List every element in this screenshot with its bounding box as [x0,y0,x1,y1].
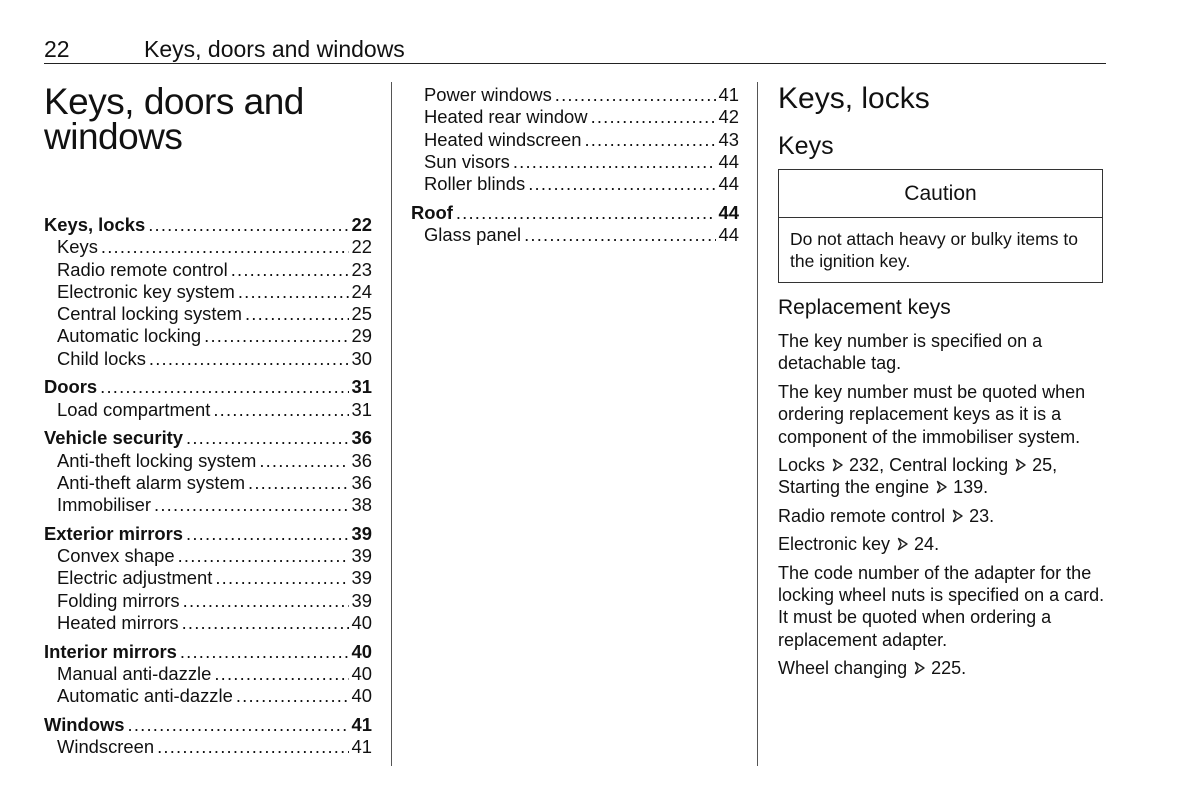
toc-entry-label: Sun visors [424,150,510,172]
page-reference-arrow-icon [830,458,844,472]
toc-entry-label: Anti-theft locking system [57,449,257,471]
toc-leader-dots [128,714,349,736]
toc-leader-dots [456,202,716,224]
toc-entry[interactable] [44,663,372,685]
body-paragraph [778,381,1108,448]
toc-leader-dots [231,259,349,281]
toc-entry-label: Interior mirrors [44,640,177,662]
page-reference[interactable] [950,506,994,526]
body-paragraph [778,505,1108,527]
toc-leader-dots [248,472,348,494]
toc-entry[interactable] [44,590,372,612]
toc-leader-dots [183,590,349,612]
toc-entry-label: Windscreen [57,736,155,758]
toc-entry[interactable] [44,523,372,545]
toc-entry-page: 43 [718,128,739,150]
toc-entry[interactable] [44,567,372,589]
toc-leader-dots [528,173,715,195]
page-reference[interactable] [830,455,889,475]
toc-leader-dots [584,129,715,151]
toc-entry-label: Vehicle security [44,427,184,449]
page-reference-arrow-icon [950,509,964,523]
page-reference[interactable] [1013,455,1057,475]
column-divider-left [391,82,392,766]
toc-entry[interactable] [44,472,372,494]
section-subtitle: Keys [778,132,834,160]
toc-leader-dots [213,399,348,421]
toc-entry-page: 38 [351,494,372,516]
toc-entry[interactable] [411,151,739,173]
page-reference-number: 225. [926,658,967,679]
toc-leader-dots [178,545,349,567]
body-paragraph [778,454,1108,499]
toc-column-2 [411,84,739,246]
toc-entry-label: Manual anti-dazzle [57,662,212,684]
toc-entry-label: Central locking system [57,303,242,325]
toc-entry[interactable] [44,281,372,303]
toc-entry-label: Folding mirrors [57,589,180,611]
page-reference-arrow-icon [934,480,948,494]
page-reference-number: 139. [948,477,989,498]
toc-leader-dots [513,151,716,173]
toc-entry-label: Electronic key system [57,280,235,302]
toc-entry[interactable] [411,224,739,246]
toc-entry-page: 44 [718,150,739,172]
toc-entry[interactable] [44,236,372,258]
toc-entry-label: Heated rear window [424,106,588,128]
toc-entry-page: 39 [351,545,372,567]
toc-entry-label: Doors [44,376,98,398]
toc-entry-label: Glass panel [424,224,522,246]
toc-column-1 [44,214,372,758]
page-reference-arrow-icon [1013,458,1027,472]
caution-text: Do not attach heavy or bulky items to the ignition key. [790,229,1078,271]
toc-entry[interactable] [44,494,372,516]
toc-entry-page: 44 [718,224,739,246]
toc-entry[interactable] [44,714,372,736]
toc-entry-page: 40 [351,662,372,684]
toc-leader-dots [524,224,715,246]
toc-entry-page: 25 [351,303,372,325]
caution-heading: Caution [779,170,1102,218]
paragraph-text: The code number of the adapter for the locking wheel nuts is specified on a card. It must be quoted when ordering a replacement adapter. [778,562,1105,650]
chapter-title: Keys, doors and windows [44,81,304,157]
toc-leader-dots [214,663,348,685]
page-reference-number: 232, [844,455,890,476]
toc-entry-label: Anti-theft alarm system [57,471,246,493]
toc-entry-label: Windows [44,713,125,735]
toc-entry-label: Exterior mirrors [44,522,184,544]
toc-leader-dots [186,427,348,449]
toc-entry-page: 24 [351,280,372,302]
toc-entry-label: Keys [57,236,98,258]
toc-entry-page: 22 [351,214,372,235]
toc-entry-label: Roof [411,201,453,223]
body-paragraph [778,657,1108,679]
toc-entry-page: 36 [351,449,372,471]
paragraph-text: Starting the engine [778,477,935,498]
toc-leader-dots [148,214,348,236]
toc-entry[interactable] [44,399,372,421]
toc-leader-dots [555,84,716,106]
toc-entry-page: 31 [351,398,372,420]
toc-leader-dots [215,567,348,589]
toc-entry[interactable] [411,129,739,151]
paragraph-text: Electronic key [778,534,896,555]
body-text [778,330,1108,680]
toc-entry-page: 41 [351,713,372,735]
toc-entry-page: 23 [351,258,372,280]
toc-entry-label: Keys, locks [44,214,146,235]
toc-entry-label: Load compartment [57,398,211,420]
toc-leader-dots [186,523,349,545]
toc-entry-page: 36 [351,427,372,449]
toc-leader-dots [182,612,349,634]
toc-leader-dots [157,736,348,758]
toc-entry-page: 42 [718,106,739,128]
column-divider-right [757,82,758,766]
toc-leader-dots [100,376,348,398]
toc-entry[interactable] [44,348,372,370]
toc-entry-page: 40 [351,640,372,662]
toc-leader-dots [154,494,349,516]
toc-entry[interactable] [44,612,372,634]
section-title: Keys, locks [778,82,930,115]
toc-entry[interactable] [411,84,739,106]
toc-entry-page: 39 [351,522,372,544]
toc-leader-dots [101,236,349,258]
paragraph-text: Wheel changing [778,658,913,679]
running-header [44,36,405,62]
toc-entry-page: 36 [351,471,372,493]
body-paragraph [778,562,1108,652]
toc-entry-label: Child locks [57,347,146,369]
toc-entry[interactable] [44,641,372,663]
toc-entry-label: Heated windscreen [424,128,582,150]
toc-leader-dots [180,641,349,663]
body-paragraph [778,330,1108,375]
toc-entry[interactable] [44,376,372,398]
toc-entry-label: Electric adjustment [57,567,213,589]
toc-entry-label: Radio remote control [57,258,228,280]
page-reference-number: 23. [964,505,995,526]
toc-entry[interactable] [44,450,372,472]
page-reference-number: 24. [909,534,940,555]
body-paragraph [778,533,1108,555]
toc-entry-page: 29 [351,325,372,347]
page-reference-number: 25, [1027,455,1058,476]
toc-entry[interactable] [44,545,372,567]
toc-entry[interactable] [44,427,372,449]
page-reference[interactable] [934,477,988,497]
toc-entry-page: 41 [351,736,372,758]
toc-entry-page: 39 [351,567,372,589]
toc-entry-label: Automatic locking [57,325,202,347]
paragraph-text: Radio remote control [778,505,951,526]
toc-leader-dots [591,106,716,128]
toc-entry[interactable] [44,325,372,347]
toc-entry-page: 31 [351,376,372,398]
toc-entry-page: 30 [351,347,372,369]
page-reference[interactable] [912,658,966,678]
toc-entry-label: Convex shape [57,545,175,567]
toc-entry[interactable] [411,202,739,224]
page-number: 22 [44,36,70,62]
toc-entry-label: Automatic anti-dazzle [57,685,233,707]
header-rule [44,63,1106,64]
toc-entry-page: 22 [351,236,372,258]
page-reference-arrow-icon [912,661,926,675]
page-reference-arrow-icon [895,537,909,551]
toc-leader-dots [149,348,349,370]
paragraph-text: The key number must be quoted when ordering replacement keys as it is a component of the immobiliser system. [778,381,1086,447]
toc-entry-label: Power windows [424,84,552,105]
toc-entry-page: 44 [718,173,739,195]
section-column [778,82,1108,680]
subsection-title: Replacement keys [778,296,951,319]
page-reference[interactable] [895,534,939,554]
paragraph-text: The key number is specified on a detachable tag. [778,331,1043,374]
toc-entry[interactable] [411,173,739,195]
toc-leader-dots [238,281,349,303]
toc-entry-label: Heated mirrors [57,611,179,633]
toc-entry-page: 40 [351,611,372,633]
toc-entry-page: 41 [718,84,739,105]
toc-entry[interactable] [44,685,372,707]
toc-entry-label: Roller blinds [424,173,526,195]
paragraph-text: Locks [778,455,831,476]
toc-leader-dots [204,325,348,347]
caution-box [778,169,1103,283]
paragraph-text: Central locking [889,455,1014,476]
toc-entry-page: 44 [718,201,739,223]
toc-leader-dots [245,303,349,325]
toc-entry-page: 40 [351,685,372,707]
toc-entry[interactable] [44,214,372,236]
toc-entry[interactable] [411,106,739,128]
toc-entry-label: Immobiliser [57,494,152,516]
toc-entry[interactable] [44,259,372,281]
toc-entry[interactable] [44,736,372,758]
toc-entry-page: 39 [351,589,372,611]
toc-entry[interactable] [44,303,372,325]
running-title: Keys, doors and windows [144,36,405,62]
toc-leader-dots [259,450,348,472]
toc-leader-dots [236,685,349,707]
